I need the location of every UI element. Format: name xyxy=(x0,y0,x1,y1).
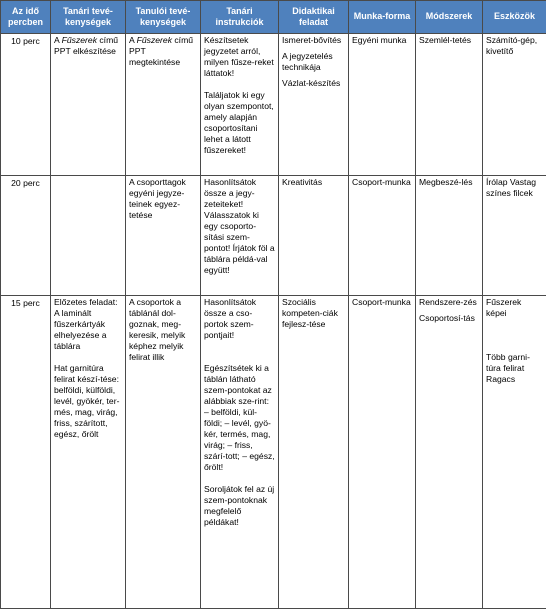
time-cell: 10 perc xyxy=(1,34,51,176)
methods-cell: Szemlél-tetés xyxy=(416,34,483,176)
tool-text: Fűszerek képei xyxy=(486,297,522,318)
header-teacher-activity: Tanári tevé-kenységek xyxy=(51,1,126,34)
student-activity-cell: A csoporttagok egyéni jegyze-teinek egyez-tetése xyxy=(126,176,201,296)
teacher-activity-cell xyxy=(51,296,126,609)
text-part: című PPT megtekintése xyxy=(129,35,194,67)
header-didactic-task: Didaktikai feladat xyxy=(279,1,349,34)
header-student-activity: Tanulói tevé-kenységek xyxy=(126,1,201,34)
header-instructions: Tanári instrukciók xyxy=(201,1,279,34)
text-part: című PPT elkészítése xyxy=(54,35,119,56)
methods-cell: Megbeszé-lés xyxy=(416,176,483,296)
instructions-cell xyxy=(201,176,279,296)
spacer xyxy=(204,473,275,484)
table-row xyxy=(1,296,546,609)
instruction-text: Hasonlítsátok össze a jegy-zeteiteket! Válasszatok ki egy csoporto-sítási szem-pontot! Írjátok föl a táblára példá-val együtt! xyxy=(204,177,275,275)
didactic-task-cell xyxy=(279,296,349,609)
teacher-activity-cell xyxy=(51,176,126,296)
spacer xyxy=(54,352,122,363)
text-part: A xyxy=(54,35,62,45)
spacer xyxy=(486,319,543,330)
tools-cell xyxy=(483,296,546,609)
tools-cell: Számító-gép, kivetítő xyxy=(483,34,546,176)
spacer xyxy=(204,352,275,363)
work-form-cell: Egyéni munka xyxy=(349,34,416,176)
methods-cell xyxy=(416,296,483,609)
spacer xyxy=(486,341,543,352)
work-form-cell: Csoport-munka xyxy=(349,296,416,609)
instructions-cell xyxy=(201,296,279,609)
didactic-text: Szociális kompeten-ciák fejlesz-tése xyxy=(282,297,338,329)
teacher-activity-cell xyxy=(51,34,126,176)
instruction-text: Találjatok ki egy olyan szempontot, amely alapján csoportosítani lehet a látott fűszereket! xyxy=(204,90,274,155)
teacher-activity-text: Hat garnitúra felirat készí-tése: belföldi, külföldi, levél, gyökér, ter-més, mag, virág, friss, szárított, egész, őrölt xyxy=(54,363,120,439)
table-row xyxy=(1,176,546,296)
student-activity-cell: A csoportok a táblánál dol-goznak, meg-keresik, melyik képhez melyik felirat illik xyxy=(126,296,201,609)
method-text: Csoportosí-tás xyxy=(419,313,475,323)
time-cell: 15 perc xyxy=(1,296,51,609)
time-cell: 20 perc xyxy=(1,176,51,296)
header-work-form: Munka-forma xyxy=(349,1,416,34)
header-row xyxy=(1,1,546,34)
spacer xyxy=(486,330,543,341)
spacer xyxy=(204,341,275,352)
tool-text: Több garni-túra felirat Ragacs xyxy=(486,352,530,384)
header-tools: Eszközök xyxy=(483,1,546,34)
didactic-text: Kreativitás xyxy=(282,177,323,187)
didactic-task-cell xyxy=(279,176,349,296)
didactic-text: A jegyzetelés technikája xyxy=(282,51,333,72)
text-part: A xyxy=(129,35,137,45)
table-row xyxy=(1,34,546,176)
didactic-text: Ismeret-bővítés xyxy=(282,35,342,45)
instructions-cell xyxy=(201,34,279,176)
tools-cell: Írólap Vastag színes filcek xyxy=(483,176,546,296)
didactic-task-cell xyxy=(279,34,349,176)
didactic-text: Vázlat-készítés xyxy=(282,78,341,88)
method-text: Rendszere-zés xyxy=(419,297,477,307)
header-methods: Módszerek xyxy=(416,1,483,34)
teacher-activity-text: Előzetes feladat: A laminált fűszerkártyák elhelyezése a táblára xyxy=(54,297,118,351)
ppt-title: Fűszerek xyxy=(136,35,172,45)
instruction-text: Soroljátok fel az új szem-pontoknak megfelelő példákat! xyxy=(204,484,275,527)
student-activity-cell xyxy=(126,34,201,176)
instruction-text: Hasonlítsátok össze a cso-portok szem-pontjait! xyxy=(204,297,257,340)
header-time: Az idő percben xyxy=(1,1,51,34)
instruction-text: Készítsetek jegyzetet arról, milyen fűsze-reket láttatok! xyxy=(204,35,274,78)
work-form-cell: Csoport-munka xyxy=(349,176,416,296)
ppt-title: Fűszerek xyxy=(61,35,97,45)
spacer xyxy=(204,79,275,90)
instruction-text: Egészítsétek ki a táblán látható szem-pontokat az alábbiak sze-rint: – belföldi, kül-földi; – levél, gyö-kér, termés, mag, virág; – friss, szárí-tott; – egész, őrölt! xyxy=(204,363,275,472)
